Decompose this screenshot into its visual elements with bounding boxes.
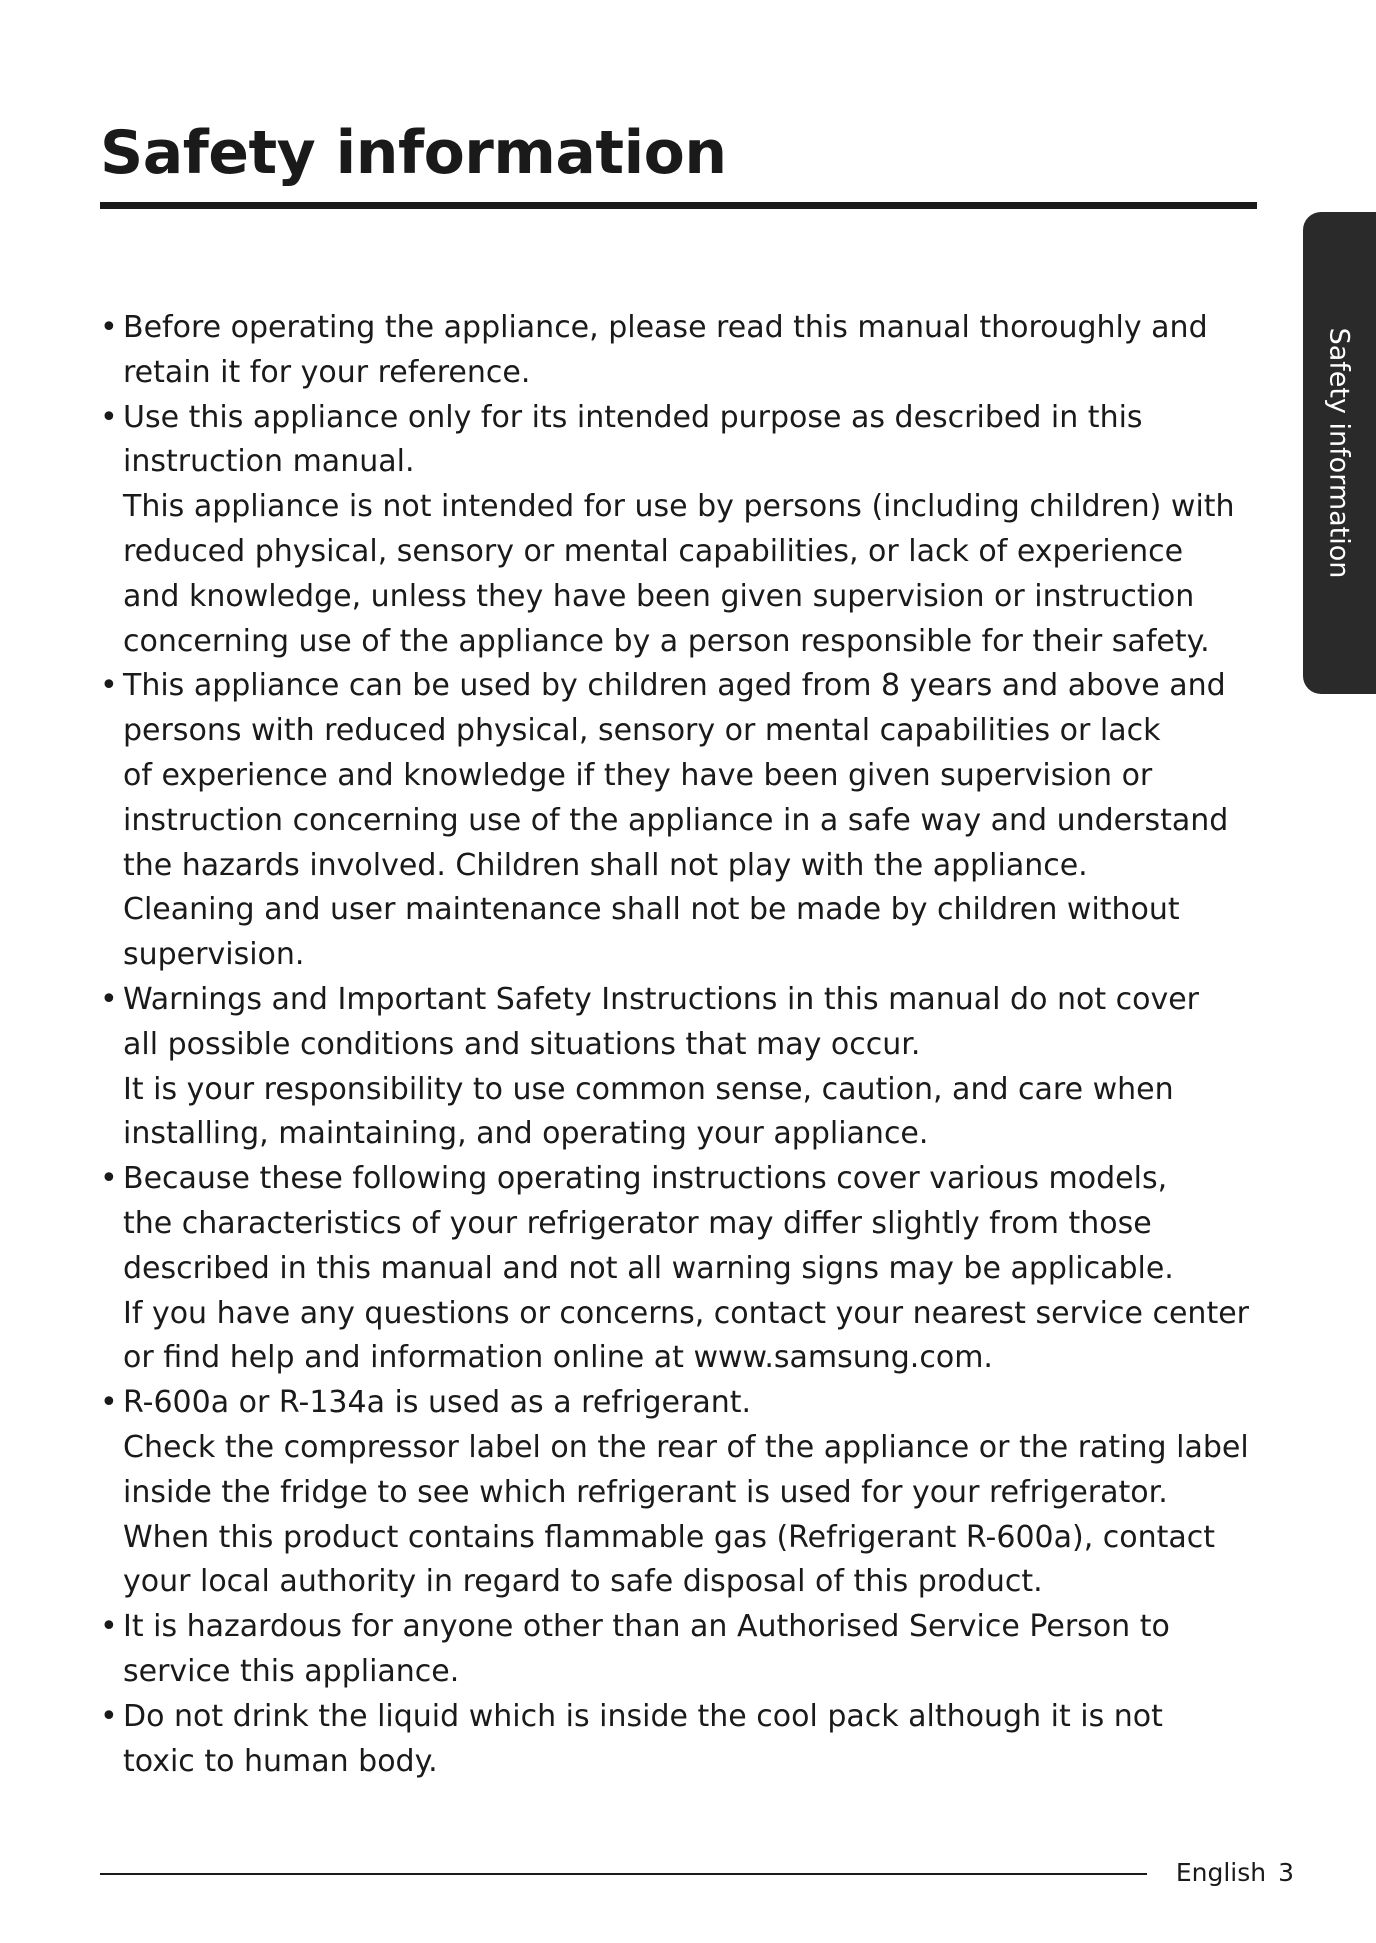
paragraph <box>123 664 1265 888</box>
bullet-icon: • <box>100 1698 118 1734</box>
bullet-icon: • <box>100 310 118 345</box>
text-line: Check the compressor label on the rear of the appliance or the rating label <box>123 1429 1249 1465</box>
paragraph <box>123 1068 1265 1158</box>
list-item <box>100 1605 1265 1695</box>
text-line: Use this appliance only for its intended purpose as described in this <box>123 399 1143 435</box>
paragraph <box>123 1605 1265 1695</box>
text-line: instruction concerning use of the appliance in a safe way and understand <box>123 802 1229 838</box>
bullet-icon: • <box>100 1385 118 1421</box>
text-line: Warnings and Important Safety Instructions in this manual do not cover <box>123 981 1200 1017</box>
bullet-icon: • <box>100 399 118 435</box>
text-line: persons with reduced physical, sensory or mental capabilities or lack <box>123 713 1161 749</box>
text-line: Before operating the appliance, please read this manual thoroughly and <box>123 310 1208 345</box>
paragraph <box>123 978 1265 1068</box>
bullet-icon: • <box>100 1609 118 1645</box>
list-item <box>100 978 1265 1157</box>
side-tab-label: Safety information <box>1323 327 1355 579</box>
footer-language: English <box>1175 1858 1267 1887</box>
text-line: described in this manual and not all warning signs may be applicable. <box>123 1250 1174 1286</box>
text-line: the characteristics of your refrigerator may differ slightly from those <box>123 1205 1152 1241</box>
paragraph <box>123 1157 1265 1291</box>
paragraph <box>123 1426 1265 1605</box>
paragraph <box>123 1695 1265 1785</box>
text-line: retain it for your reference. <box>123 354 531 390</box>
text-line: inside the fridge to see which refrigerant is used for your refrigerator. <box>123 1474 1168 1510</box>
list-item <box>100 1157 1265 1381</box>
text-line: the hazards involved. Children shall not play with the appliance. <box>123 847 1088 883</box>
text-line: Cleaning and user maintenance shall not be made by children without <box>123 892 1180 928</box>
bullet-icon: • <box>100 981 118 1017</box>
text-line: Because these following operating instructions cover various models, <box>123 1161 1168 1197</box>
paragraph <box>123 396 1265 486</box>
text-line: service this appliance. <box>123 1653 460 1689</box>
list-item <box>100 1695 1265 1785</box>
text-line: instruction manual. <box>123 444 415 480</box>
bullet-icon: • <box>100 1161 118 1197</box>
text-line: If you have any questions or concerns, contact your nearest service center <box>123 1295 1249 1331</box>
text-line: toxic to human body. <box>123 1743 438 1779</box>
text-line: and knowledge, unless they have been given supervision or instruction <box>123 578 1195 614</box>
safety-bullet-list <box>100 306 1265 1784</box>
title-divider <box>100 202 1257 209</box>
page-footer <box>1176 1858 1294 1887</box>
text-line: reduced physical, sensory or mental capabilities, or lack of experience <box>123 533 1184 569</box>
text-line: When this product contains flammable gas (Refrigerant R-600a), contact <box>123 1519 1216 1555</box>
bullet-icon: • <box>100 668 118 704</box>
paragraph <box>123 485 1265 664</box>
paragraph <box>123 306 1265 396</box>
text-line: installing, maintaining, and operating your appliance. <box>123 1116 929 1152</box>
paragraph <box>123 1381 1265 1426</box>
text-line: concerning use of the appliance by a person responsible for their safety. <box>123 623 1210 659</box>
text-line: all possible conditions and situations that may occur. <box>123 1026 921 1062</box>
text-line: of experience and knowledge if they have been given supervision or <box>123 757 1153 793</box>
text-line: It is hazardous for anyone other than an Authorised Service Person to <box>123 1609 1170 1645</box>
list-item <box>100 306 1265 396</box>
text-line: supervision. <box>123 937 305 973</box>
text-line: It is your responsibility to use common sense, caution, and care when <box>123 1071 1174 1107</box>
text-line: R-600a or R-134a is used as a refrigerant. <box>123 1385 752 1421</box>
footer-divider <box>100 1873 1147 1875</box>
text-line: This appliance can be used by children aged from 8 years and above and <box>123 668 1226 704</box>
text-line: This appliance is not intended for use by persons (including children) with <box>123 489 1235 525</box>
list-item <box>100 1381 1265 1605</box>
page-title: Safety information <box>100 118 727 188</box>
paragraph <box>123 888 1265 978</box>
text-line: your local authority in regard to safe disposal of this product. <box>123 1564 1043 1600</box>
paragraph <box>123 1292 1265 1382</box>
page-number: 3 <box>1278 1858 1294 1887</box>
section-side-tab <box>1303 212 1376 694</box>
list-item <box>100 664 1265 978</box>
list-item <box>100 396 1265 665</box>
text-line: Do not drink the liquid which is inside the cool pack although it is not <box>123 1698 1163 1734</box>
text-line: or find help and information online at www.samsung.com. <box>123 1340 993 1376</box>
